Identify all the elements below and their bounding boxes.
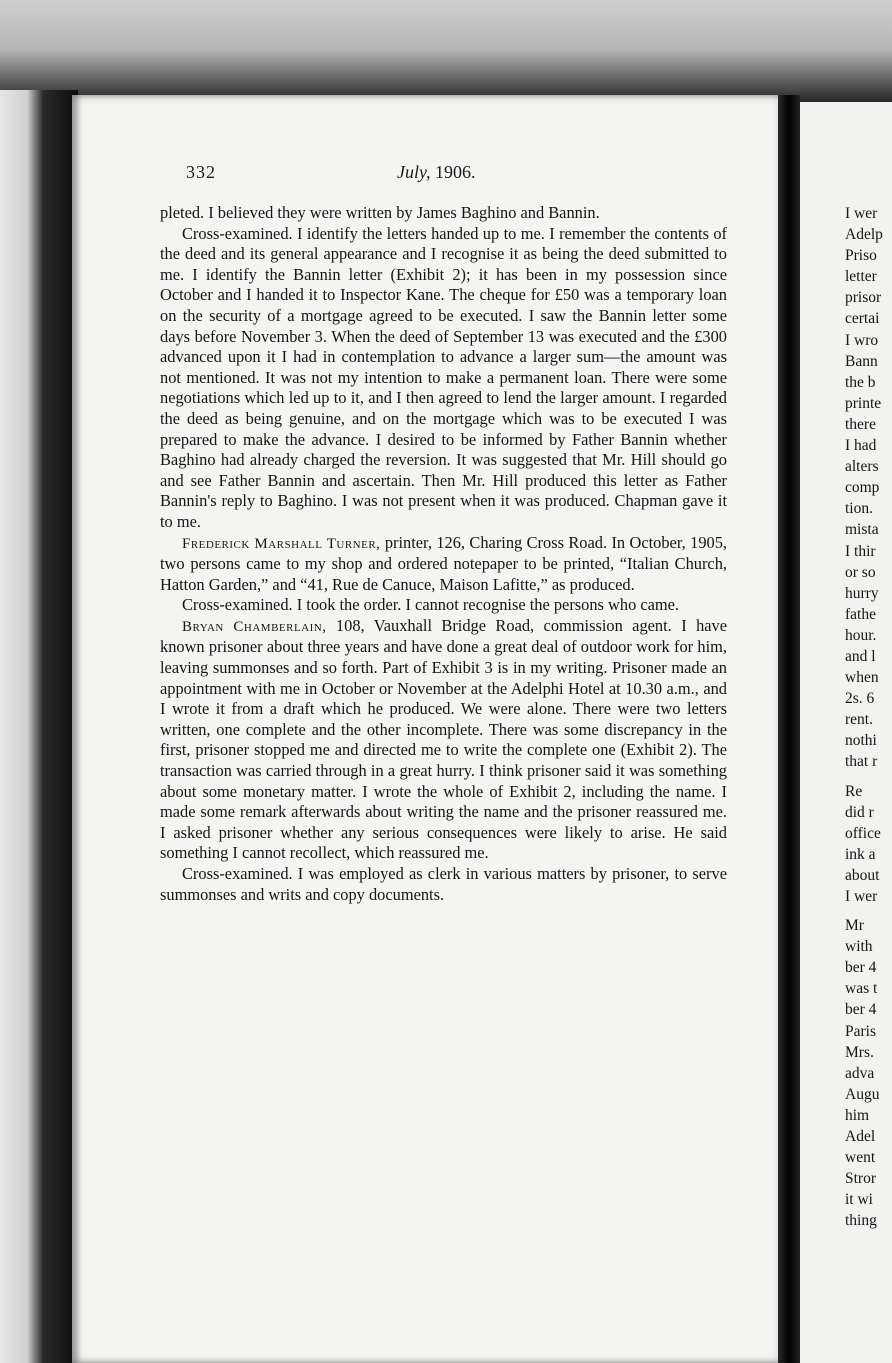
right-page-line: Paris [845, 1022, 876, 1040]
right-page-line: about [845, 866, 880, 884]
right-page-line: prisor [845, 289, 882, 307]
right-page-line: I wro [845, 331, 879, 349]
right-page-line: Adel [845, 1128, 876, 1146]
right-page-line: and l [845, 647, 876, 665]
right-page-line: comp [845, 479, 880, 497]
right-page-line [845, 773, 892, 781]
scan-background-top [0, 0, 892, 110]
right-page-line: Stror [845, 1170, 876, 1188]
witness-turner-testimony: printer, 126, Charing Cross Road. In October, 1905, two persons came to my shop and ordered notepaper to be printed, “Italian Church, Hatton Garden,” and “41, Rue de Canuce, Maison Lafitte,” as produced. [160, 532, 727, 594]
right-page-line: certai [845, 310, 880, 328]
right-page-line: went [845, 1149, 876, 1167]
right-page-line: thing [845, 1212, 877, 1230]
right-page-line: tion. [845, 500, 873, 518]
witness-chamberlain-testimony: 108, Vauxhall Bridge Road, commission agent. I have known prisoner about three years and have done a great deal of outdoor work for him, leaving summonses and so forth. Part of Exhibit 3 is in my writing. Prisoner made an appointment with me in October or November at the Adelphi Hotel at 10.30 a.m., and I wrote it from a draft which he produced. We were alone. There were two letters written, one complete and the other incomplete. There was some discrepancy in the first, prisoner stopped me and directed me to write the complete one (Exhibit 2). The transaction was carried through in a great hurry. I think prisoner said it was something about some monetary matter. I wrote the whole of Exhibit 2, including the name. I made some remark afterwards about writing the name and the prisoner reassured me. I asked prisoner whether any serious consequences were likely to arise. He said something I cannot recollect, which reassured me. [160, 615, 728, 863]
right-page-line: office [845, 824, 881, 842]
right-page-line: mista [845, 521, 879, 539]
right-page-line: Bann [845, 352, 878, 370]
right-page-line: I wer [845, 888, 878, 905]
right-page-line: letter [845, 268, 877, 286]
right-page-line: him [845, 1106, 870, 1124]
right-page-line: did r [845, 803, 874, 821]
right-page-line: I thir [845, 542, 876, 560]
right-page-line: hurry [845, 584, 879, 602]
right-page-line: rent. [845, 711, 873, 729]
witness-name-turner: Frederick Marshall Turner, [182, 535, 381, 552]
right-page-line: there [845, 415, 876, 433]
right-page-line: Re [845, 782, 863, 800]
right-page-line: ber 4 [845, 959, 877, 977]
right-page-line: alters [845, 458, 879, 476]
paragraph-cross-examined-3: Cross-examined. I was employed as clerk in various matters by prisoner, to serve summonses and writs and copy documents. [160, 864, 727, 904]
right-page-line: Priso [845, 247, 877, 265]
right-page-line: Augu [845, 1085, 880, 1103]
right-page-line: with [845, 938, 873, 956]
right-page-line: nothi [845, 732, 877, 750]
right-page-line: was t [845, 980, 878, 998]
book-gutter [778, 95, 800, 1363]
right-page-line: I wer [845, 205, 878, 222]
right-page-line: 2s. 6 [845, 690, 875, 708]
running-head-month: July, [397, 162, 431, 182]
right-page-line: hour. [845, 626, 877, 644]
right-page-line: when [845, 669, 879, 687]
right-page-line: the b [845, 373, 876, 391]
right-page-line: printe [845, 394, 882, 412]
book-left-edge [0, 90, 78, 1363]
running-head [397, 162, 476, 183]
right-page-line: fathe [845, 605, 876, 623]
right-page-fragments [845, 203, 892, 1232]
paragraph-witness-chamberlain [160, 616, 727, 864]
right-page-line: it wi [845, 1191, 873, 1209]
right-page-line: Mr [845, 917, 864, 935]
right-page-line: that r [845, 753, 878, 771]
left-page-text [160, 203, 727, 905]
paragraph-cross-examined-2: Cross-examined. I took the order. I cannot recognise the persons who came. [182, 595, 680, 615]
running-head-year: 1906. [435, 162, 476, 182]
right-page-line: or so [845, 563, 876, 581]
page-header [110, 160, 730, 188]
right-page-line [845, 907, 892, 915]
right-page-line: I had [845, 437, 877, 455]
right-page-line: ink a [845, 845, 876, 863]
page-number: 332 [186, 162, 216, 182]
witness-name-chamberlain: Bryan Chamberlain, [182, 618, 327, 635]
paragraph-continued: pleted. I believed they were written by James Baghino and Bannin. [160, 203, 600, 222]
right-page-line: Mrs. [845, 1043, 874, 1061]
paragraph-cross-examined-1: Cross-examined. I identify the letters handed up to me. I remember the contents of the deed and its general appearance and I recognise it as being the deed submitted to me. I identify the Bannin letter (Exhibit 2); it has been in my possession since October and I handed it to Inspector Kane. The cheque for £50 was a temporary loan on the security of a mortgage agreed to be executed. I saw the Bannin letter some days before November 3. When the deed of September 13 was executed and the £300 advanced upon it I had in contemplation to advance a larger sum—the amount was not mentioned. It was not my intention to make a permanent loan. There were some negotiations which led up to it, and I then agreed to lend the larger amount. I regarded the deed as being genuine, and on the mortgage which was to be executed I was prepared to make the advance. I desired to be informed by Father Bannin whether Baghino had already charged the reversion. It was suggested that Mr. Hill should go and see Father Bannin and ascertain. Then Mr. Hill produced this letter as Father Bannin's reply to Baghino. I was not present when it was produced. Chapman gave it to me. [160, 223, 727, 531]
right-page-line: adva [845, 1064, 875, 1082]
right-page-line: Adelp [845, 226, 883, 244]
right-page-line: ber 4 [845, 1001, 877, 1019]
paragraph-witness-turner [160, 533, 727, 596]
